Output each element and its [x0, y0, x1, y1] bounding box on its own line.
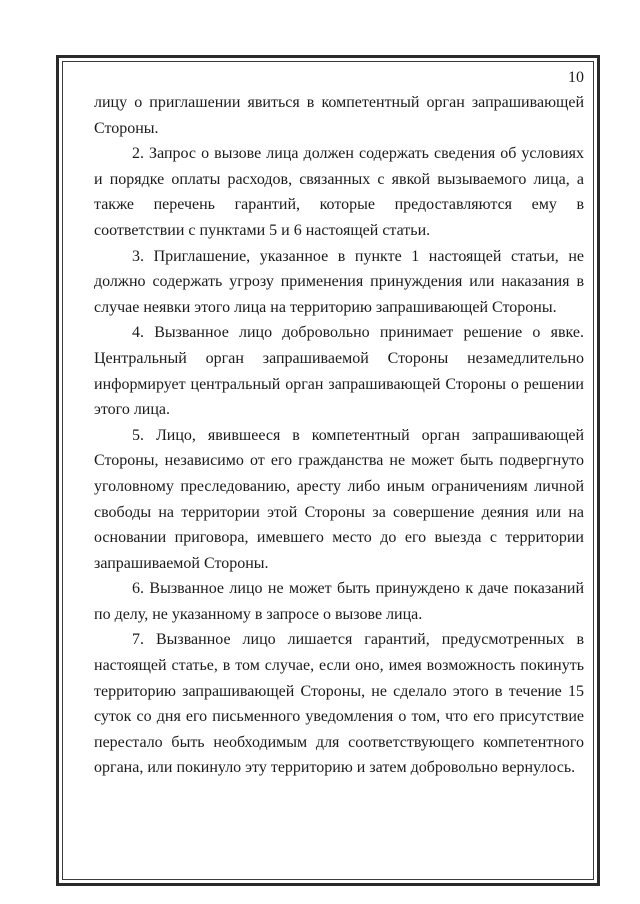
paragraph-continuation: лицу о приглашении явиться в компетентный орган запрашивающей Стороны.: [94, 94, 584, 137]
paragraph-item-5: 5. Лицо, явившееся в компетентный орган запрашивающей Стороны, независимо от его гражданства не может быть подвергнуто уголовному преследованию, аресту либо иным ограничениям личной свободы на территории этой Стороны за совершение деяния или на основании приговора, имевшего место до его выезда с территории запрашиваемой Стороны.: [94, 426, 584, 572]
paragraph-item-3: 3. Приглашение, указанное в пункте 1 настоящей статьи, не должно содержать угрозу применения принуждения или наказания в случае неявки этого лица на территорию запрашивающей Стороны.: [94, 247, 584, 316]
document-body: [94, 90, 584, 781]
page-number: 10: [568, 69, 584, 86]
paragraph-item-2: 2. Запрос о вызове лица должен содержать сведения об условиях и порядке оплаты расходов, связанных с явкой вызываемого лица, а также перечень гарантий, которые предоставляются ему в соответствии с пунктами 5 и 6 настоящей статьи.: [94, 145, 584, 239]
paragraph-item-4: 4. Вызванное лицо добровольно принимает решение о явке. Центральный орган запрашиваемой Стороны незамедлительно информирует центральный орган запрашивающей Стороны о решении этого лица.: [94, 324, 584, 419]
paragraph-item-6: 6. Вызванное лицо не может быть принуждено к даче показаний по делу, не указанному в запросе о вызове лица.: [94, 580, 584, 623]
paragraph-item-7: 7. Вызванное лицо лишается гарантий, предусмотренных в настоящей статье, в том случае, если оно, имея возможность покинуть территорию запрашивающей Стороны, не сделало этого в течение 15 суток со дня его письменного уведомления о том, что его присутствие перестало быть необходимым для соответствующего компетентного органа, или покинуло эту территорию и затем добровольно вернулось.: [94, 631, 584, 777]
